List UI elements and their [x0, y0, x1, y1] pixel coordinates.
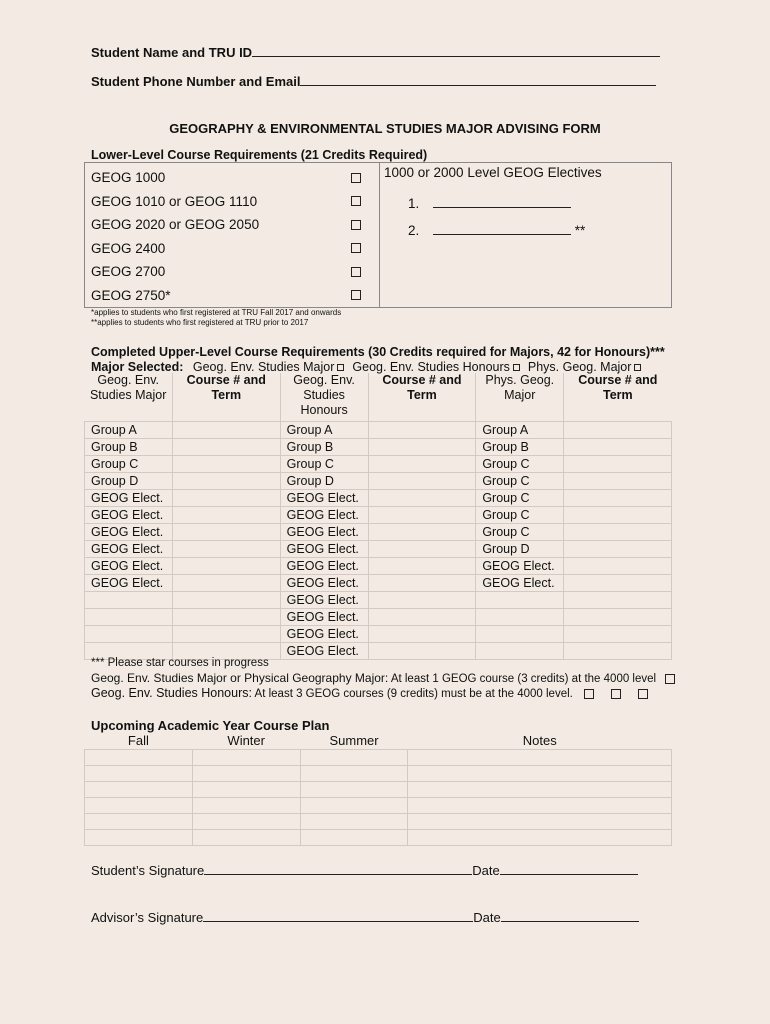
requirement-honours-checkbox-2[interactable]	[611, 689, 621, 699]
student-signature-line[interactable]	[91, 863, 638, 878]
student-name-label: Student Name and TRU ID	[91, 45, 253, 60]
phys-cell	[476, 642, 564, 659]
upper-table	[84, 373, 672, 660]
course-cell[interactable]	[564, 421, 672, 438]
course-cell[interactable]	[172, 472, 280, 489]
table-row	[85, 421, 672, 438]
lower-course-list	[85, 163, 380, 308]
elective-blank-1[interactable]	[433, 207, 571, 208]
course-cell[interactable]	[564, 591, 672, 608]
plan-heading: Upcoming Academic Year Course Plan	[91, 718, 330, 733]
student-name-blank[interactable]	[252, 56, 660, 57]
course-cell[interactable]	[368, 608, 476, 625]
major-option-checkbox[interactable]	[634, 364, 641, 371]
course-cell[interactable]	[368, 540, 476, 557]
electives-cell	[380, 163, 672, 308]
elective-number-1: 1.	[408, 196, 420, 211]
course-cell[interactable]	[564, 438, 672, 455]
plan-cell[interactable]	[300, 782, 408, 798]
plan-row	[85, 750, 672, 766]
plan-cell[interactable]	[85, 766, 193, 782]
requirement-major	[91, 671, 675, 685]
elective-suffix: **	[574, 223, 586, 238]
plan-row	[85, 766, 672, 782]
elective-number-2: 2.	[408, 223, 420, 238]
course-cell[interactable]	[368, 642, 476, 659]
plan-cell[interactable]	[192, 750, 300, 766]
plan-row	[85, 830, 672, 846]
table-row	[85, 557, 672, 574]
course-cell[interactable]	[368, 625, 476, 642]
table-row	[85, 608, 672, 625]
student-signature-blank[interactable]	[204, 874, 472, 875]
phys-cell: Group D	[476, 540, 564, 557]
student-signature-label: Student’s Signature	[91, 863, 205, 878]
col-header-phys: Phys. Geog. Major	[476, 373, 564, 421]
plan-table	[84, 732, 672, 846]
course-cell[interactable]	[564, 642, 672, 659]
course-cell[interactable]	[368, 421, 476, 438]
honours-cell: GEOG Elect.	[280, 642, 368, 659]
lower-note-1: *applies to students who first registered at TRU Fall 2017 and onwards	[91, 308, 342, 317]
plan-col-header: Notes	[522, 733, 557, 748]
course-cell[interactable]	[172, 574, 280, 591]
course-cell[interactable]	[172, 557, 280, 574]
plan-cell[interactable]	[192, 814, 300, 830]
course-cell[interactable]	[564, 523, 672, 540]
table-row	[85, 625, 672, 642]
honours-cell: Group D	[280, 472, 368, 489]
lower-course-row	[85, 213, 379, 237]
honours-cell: GEOG Elect.	[280, 557, 368, 574]
advisor-signature-blank[interactable]	[203, 921, 473, 922]
phys-cell: Group C	[476, 455, 564, 472]
course-cell[interactable]	[368, 506, 476, 523]
plan-cell[interactable]	[300, 814, 408, 830]
col-header-major: Geog. Env. Studies Major	[85, 373, 173, 421]
major-selected-line	[91, 360, 641, 374]
major-cell: GEOG Elect.	[85, 523, 173, 540]
honours-cell: GEOG Elect.	[280, 608, 368, 625]
requirement-honours-prefix: Geog. Env. Studies Honours:	[91, 686, 252, 700]
col-header-course-2: Course # and Term	[368, 373, 476, 421]
requirement-major-text: At least 1 GEOG course (3 credits) at the 4000 level	[390, 673, 657, 685]
major-cell	[85, 608, 173, 625]
course-cell[interactable]	[564, 472, 672, 489]
plan-cell[interactable]	[85, 814, 193, 830]
lower-course-checkbox[interactable]	[351, 290, 361, 300]
honours-cell: GEOG Elect.	[280, 540, 368, 557]
phys-cell	[476, 591, 564, 608]
lower-course-row	[85, 166, 379, 190]
course-cell[interactable]	[564, 540, 672, 557]
course-cell[interactable]	[564, 574, 672, 591]
major-option-label: Phys. Geog. Major	[527, 360, 632, 374]
course-cell[interactable]	[172, 625, 280, 642]
plan-cell[interactable]	[408, 750, 672, 766]
honours-cell: GEOG Elect.	[280, 506, 368, 523]
lower-course-checkbox[interactable]	[351, 196, 361, 206]
plan-cell[interactable]	[192, 782, 300, 798]
lower-table	[84, 162, 672, 308]
lower-course-checkbox[interactable]	[351, 243, 361, 253]
col-header-honours: Geog. Env. Studies Honours	[280, 373, 368, 421]
lower-course-label: GEOG 1010 or GEOG 1110	[91, 193, 258, 209]
plan-col-header: Fall	[127, 733, 149, 748]
phys-cell	[476, 625, 564, 642]
major-selected-label: Major Selected:	[91, 360, 184, 374]
plan-cell[interactable]	[408, 766, 672, 782]
honours-cell: GEOG Elect.	[280, 625, 368, 642]
lower-course-label: GEOG 2400	[91, 240, 166, 256]
major-cell: GEOG Elect.	[85, 489, 173, 506]
requirement-honours	[91, 686, 648, 700]
lower-course-label: GEOG 2700	[91, 264, 166, 280]
honours-cell: GEOG Elect.	[280, 489, 368, 506]
student-date-blank[interactable]	[500, 874, 638, 875]
plan-col-header: Winter	[227, 733, 265, 748]
plan-cell[interactable]	[192, 766, 300, 782]
course-cell[interactable]	[172, 421, 280, 438]
major-cell	[85, 591, 173, 608]
lower-course-label: GEOG 2020 or GEOG 2050	[91, 217, 260, 233]
honours-cell: Group B	[280, 438, 368, 455]
student-date-label: Date	[472, 863, 500, 878]
lower-course-checkbox[interactable]	[351, 267, 361, 277]
student-contact-line[interactable]	[91, 74, 656, 89]
course-cell[interactable]	[368, 523, 476, 540]
phys-cell: Group C	[476, 489, 564, 506]
plan-cell[interactable]	[85, 782, 193, 798]
major-option-checkbox[interactable]	[513, 364, 520, 371]
upper-heading: Completed Upper-Level Course Requirements (30 Credits required for Majors, 42 for Honours)***	[91, 345, 665, 359]
course-cell[interactable]	[172, 591, 280, 608]
major-cell: GEOG Elect.	[85, 540, 173, 557]
table-row	[85, 455, 672, 472]
plan-cell[interactable]	[85, 830, 193, 846]
phys-cell: Group C	[476, 506, 564, 523]
table-row	[85, 591, 672, 608]
advisor-signature-label: Advisor’s Signature	[91, 910, 204, 925]
lower-heading: Lower-Level Course Requirements (21 Credits Required)	[91, 148, 428, 162]
lower-course-label: GEOG 2750*	[91, 287, 171, 303]
major-cell: GEOG Elect.	[85, 506, 173, 523]
table-row	[85, 472, 672, 489]
course-cell[interactable]	[172, 540, 280, 557]
col-header-course-3: Course # and Term	[578, 373, 658, 402]
plan-cell[interactable]	[300, 798, 408, 814]
requirement-honours-text: At least 3 GEOG courses (9 credits) must be at the 4000 level.	[254, 688, 573, 700]
phys-cell: Group A	[476, 421, 564, 438]
lower-course-row	[85, 284, 379, 308]
plan-cell[interactable]	[408, 798, 672, 814]
course-cell[interactable]	[564, 557, 672, 574]
lower-course-row	[85, 260, 379, 284]
course-cell[interactable]	[172, 438, 280, 455]
plan-cell[interactable]	[408, 782, 672, 798]
electives-heading: 1000 or 2000 Level GEOG Electives	[384, 165, 602, 180]
phys-cell: Group C	[476, 523, 564, 540]
honours-cell: GEOG Elect.	[280, 591, 368, 608]
student-contact-label: Student Phone Number and Email	[91, 74, 301, 89]
note-star: *** Please star courses in progress	[91, 657, 269, 669]
requirement-honours-checkbox-3[interactable]	[638, 689, 648, 699]
course-cell[interactable]	[172, 506, 280, 523]
table-row	[85, 574, 672, 591]
plan-col-header: Summer	[329, 733, 379, 748]
course-cell[interactable]	[564, 608, 672, 625]
major-cell: Group D	[85, 472, 173, 489]
major-cell: GEOG Elect.	[85, 557, 173, 574]
major-cell: Group A	[85, 421, 173, 438]
col-header-course-1: Course # and Term	[172, 373, 280, 421]
plan-cell[interactable]	[85, 798, 193, 814]
phys-cell: Group B	[476, 438, 564, 455]
elective-blank-2[interactable]	[433, 234, 571, 235]
plan-cell[interactable]	[408, 830, 672, 846]
plan-row	[85, 782, 672, 798]
elective-line-2[interactable]	[408, 223, 671, 238]
course-cell[interactable]	[368, 489, 476, 506]
lower-course-checkbox[interactable]	[351, 220, 361, 230]
major-cell: Group C	[85, 455, 173, 472]
major-cell: Group B	[85, 438, 173, 455]
lower-course-label: GEOG 1000	[91, 170, 166, 186]
table-row	[85, 506, 672, 523]
plan-cell[interactable]	[300, 750, 408, 766]
student-name-line[interactable]	[91, 45, 660, 60]
plan-cell[interactable]	[300, 830, 408, 846]
advisor-date-label: Date	[473, 910, 501, 925]
advisor-signature-line[interactable]	[91, 910, 639, 925]
plan-cell[interactable]	[408, 814, 672, 830]
student-contact-blank[interactable]	[300, 85, 656, 86]
advisor-date-blank[interactable]	[501, 921, 639, 922]
phys-cell	[476, 608, 564, 625]
course-cell[interactable]	[172, 489, 280, 506]
major-option-checkbox[interactable]	[337, 364, 344, 371]
lower-course-row	[85, 237, 379, 261]
honours-cell: GEOG Elect.	[280, 523, 368, 540]
phys-cell: GEOG Elect.	[476, 557, 564, 574]
course-cell[interactable]	[368, 455, 476, 472]
course-cell[interactable]	[368, 438, 476, 455]
major-cell: GEOG Elect.	[85, 574, 173, 591]
honours-cell: GEOG Elect.	[280, 574, 368, 591]
course-cell[interactable]	[368, 591, 476, 608]
course-cell[interactable]	[564, 506, 672, 523]
lower-course-checkbox[interactable]	[351, 173, 361, 183]
major-cell	[85, 625, 173, 642]
honours-cell: Group A	[280, 421, 368, 438]
lower-note-2: **applies to students who first registered at TRU prior to 2017	[91, 318, 309, 327]
plan-cell[interactable]	[85, 750, 193, 766]
elective-line-1[interactable]	[408, 196, 671, 211]
table-row	[85, 438, 672, 455]
honours-cell: Group C	[280, 455, 368, 472]
course-cell[interactable]	[368, 557, 476, 574]
course-cell[interactable]	[172, 608, 280, 625]
course-cell[interactable]	[564, 489, 672, 506]
requirement-major-checkbox[interactable]	[665, 674, 675, 684]
table-row	[85, 489, 672, 506]
plan-row	[85, 798, 672, 814]
course-cell[interactable]	[368, 574, 476, 591]
phys-cell: Group C	[476, 472, 564, 489]
lower-course-row	[85, 190, 379, 214]
table-row	[85, 523, 672, 540]
course-cell[interactable]	[564, 455, 672, 472]
page-title: GEOGRAPHY & ENVIRONMENTAL STUDIES MAJOR ADVISING FORM	[169, 121, 601, 136]
major-option-label: Geog. Env. Studies Honours	[352, 360, 510, 374]
course-cell[interactable]	[368, 472, 476, 489]
plan-row	[85, 814, 672, 830]
major-option-label: Geog. Env. Studies Major	[192, 360, 335, 374]
plan-cell[interactable]	[192, 830, 300, 846]
requirement-honours-checkbox-1[interactable]	[584, 689, 594, 699]
requirement-major-prefix: Geog. Env. Studies Major or Physical Geography Major:	[91, 671, 389, 685]
phys-cell: GEOG Elect.	[476, 574, 564, 591]
course-cell[interactable]	[564, 625, 672, 642]
table-row	[85, 540, 672, 557]
plan-cell[interactable]	[192, 798, 300, 814]
course-cell[interactable]	[172, 455, 280, 472]
course-cell[interactable]	[172, 523, 280, 540]
plan-cell[interactable]	[300, 766, 408, 782]
